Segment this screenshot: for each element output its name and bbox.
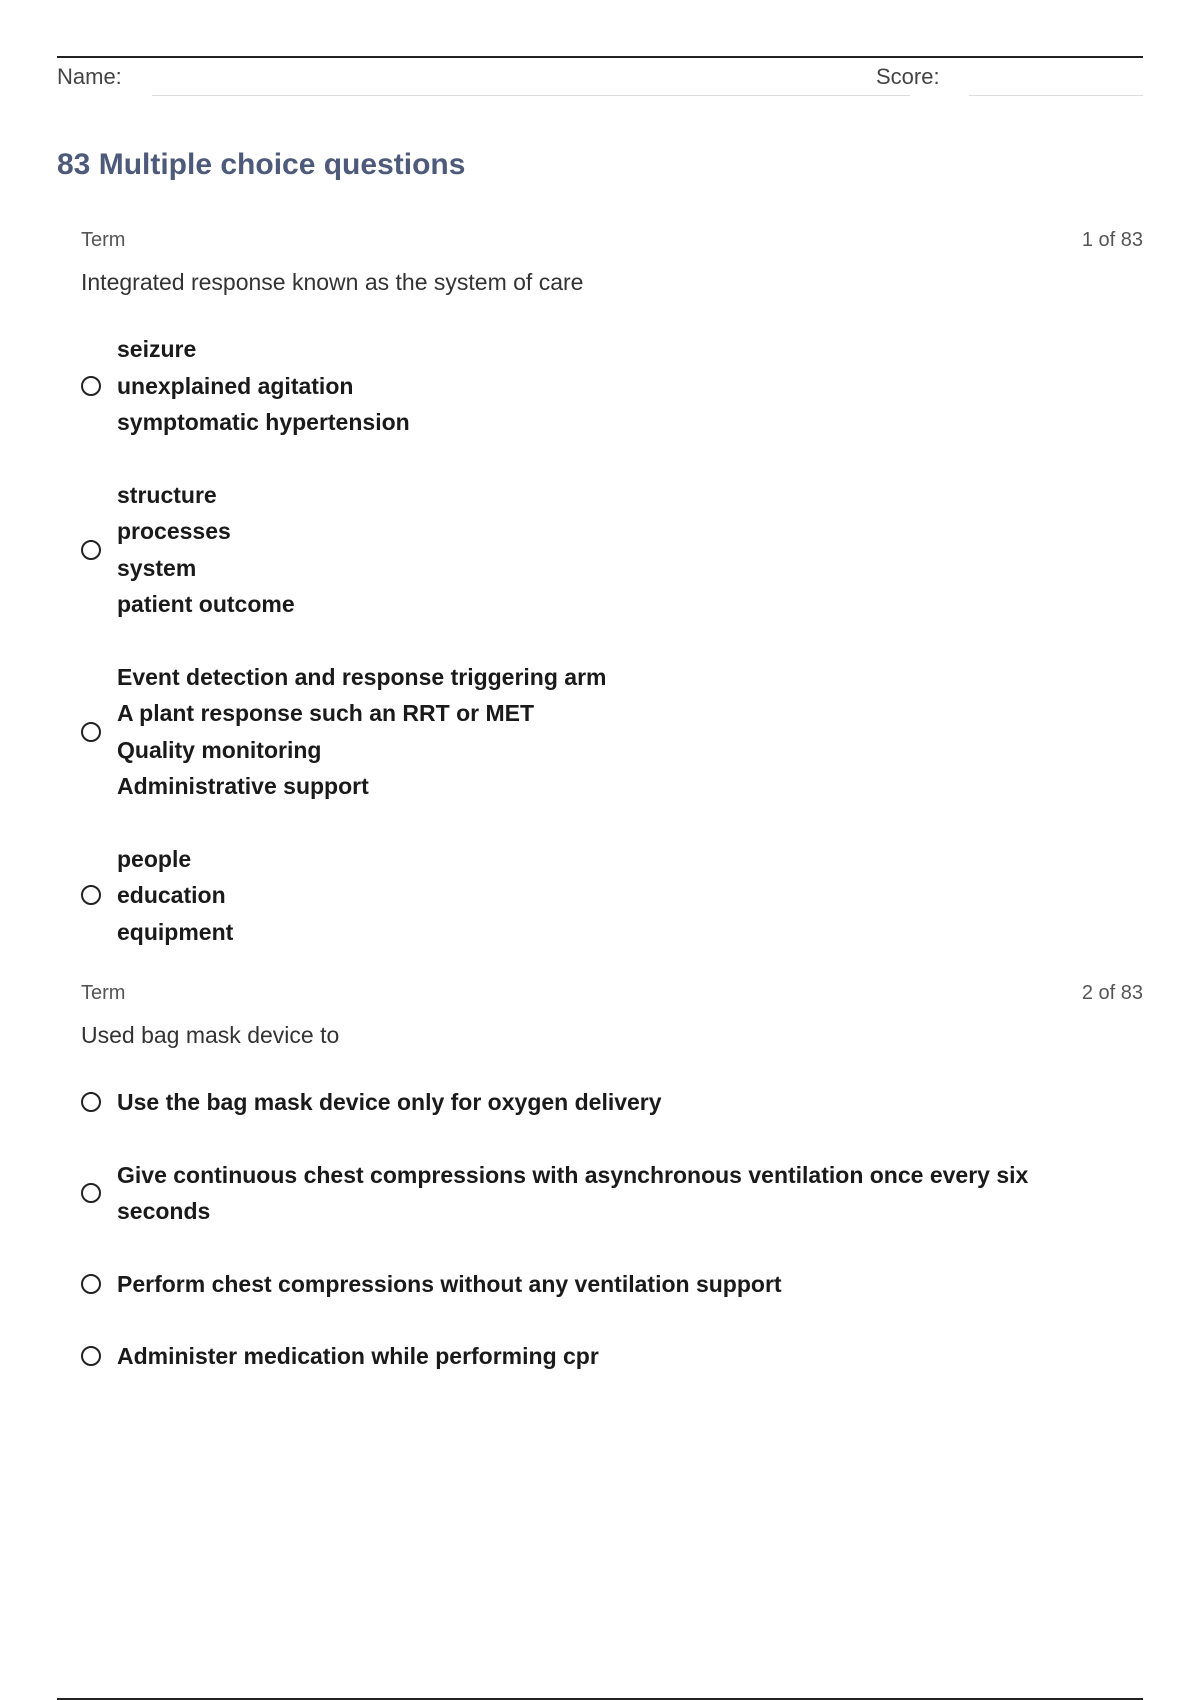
name-field-line[interactable] xyxy=(152,95,910,96)
answer-option-a[interactable] xyxy=(81,1084,1143,1121)
radio-circle-icon[interactable] xyxy=(81,1346,101,1366)
question-1 xyxy=(81,229,1143,950)
answer-options xyxy=(81,1084,1143,1375)
answer-option-c[interactable] xyxy=(81,659,1143,805)
answer-option-d[interactable] xyxy=(81,1338,1143,1375)
radio-circle-icon[interactable] xyxy=(81,722,101,742)
term-label: Term xyxy=(81,982,126,1004)
answer-option-b[interactable] xyxy=(81,1157,1143,1230)
radio-circle-icon[interactable] xyxy=(81,1092,101,1112)
score-label: Score: xyxy=(876,64,940,89)
answer-option-c[interactable] xyxy=(81,1266,1143,1303)
header-row xyxy=(57,62,1143,98)
answer-option-text: seizure unexplained agitation symptomatic hypertension xyxy=(117,336,410,435)
question-prompt: Integrated response known as the system of care xyxy=(81,269,584,295)
question-counter: 2 of 83 xyxy=(1081,982,1143,1004)
answer-option-text: Event detection and response triggering arm A plant response such an RRT or MET Quality monitoring Administrative support xyxy=(117,663,607,799)
answer-option-text: people education equipment xyxy=(117,845,234,945)
question-header xyxy=(81,229,1143,257)
question-header xyxy=(81,982,1143,1010)
radio-circle-icon[interactable] xyxy=(81,1183,101,1203)
answer-option-text: Use the bag mask device only for oxygen delivery xyxy=(117,1089,662,1115)
answer-option-text: Administer medication while performing cpr xyxy=(117,1343,599,1369)
answer-option-b[interactable] xyxy=(81,477,1143,623)
question-prompt: Used bag mask device to xyxy=(81,1022,340,1048)
score-field-line[interactable] xyxy=(969,95,1143,96)
section-title: 83 Multiple choice questions xyxy=(57,148,466,181)
question-2 xyxy=(81,982,1143,1375)
question-counter: 1 of 83 xyxy=(1081,229,1143,251)
answer-option-text: Perform chest compressions without any ventilation support xyxy=(117,1270,782,1297)
answer-option-text: Give continuous chest compressions with asynchronous ventilation once every six seconds xyxy=(117,1161,1029,1224)
radio-circle-icon[interactable] xyxy=(81,1274,101,1294)
answer-option-text: structure processes system patient outcome xyxy=(117,481,295,617)
answer-option-a[interactable] xyxy=(81,331,1143,441)
answer-options xyxy=(81,331,1143,950)
radio-circle-icon[interactable] xyxy=(81,540,101,560)
radio-circle-icon[interactable] xyxy=(81,885,101,905)
radio-circle-icon[interactable] xyxy=(81,376,101,396)
term-label: Term xyxy=(81,229,126,251)
top-rule xyxy=(57,56,1143,58)
name-label: Name: xyxy=(57,64,122,89)
answer-option-d[interactable] xyxy=(81,841,1143,951)
